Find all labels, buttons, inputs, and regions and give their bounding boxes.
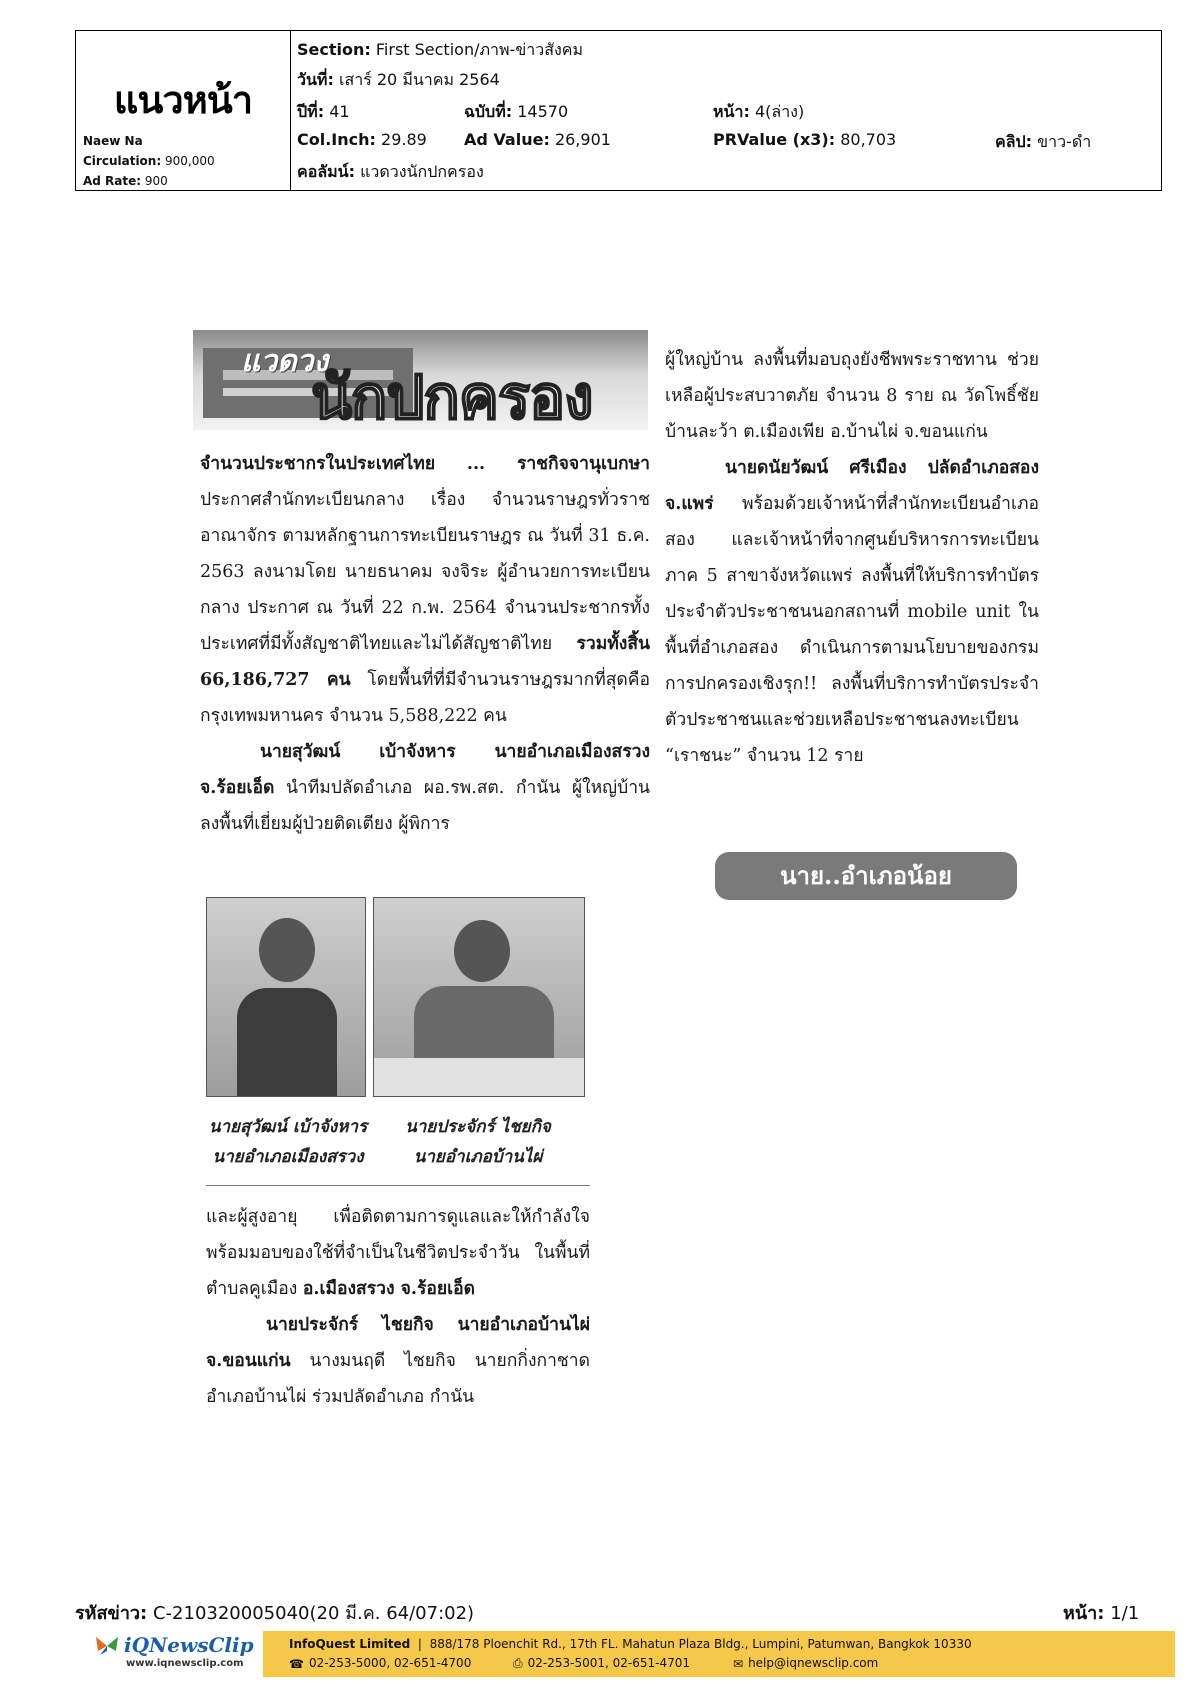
paragraph-highlight: อ.เมืองสรวง จ.ร้อยเอ็ด xyxy=(302,1279,475,1299)
author-byline: นาย..อำเภอน้อย xyxy=(715,852,1017,900)
article-column-left-lower xyxy=(206,1199,590,1415)
fax-numbers: 02-253-5001, 02-651-4701 xyxy=(527,1656,690,1670)
page-number-label: หน้า: xyxy=(1063,1603,1105,1624)
circulation-label: Circulation: xyxy=(83,154,162,168)
portrait-head xyxy=(454,920,510,982)
page-value: 4(ล่าง) xyxy=(754,102,805,121)
phone-line xyxy=(289,1656,471,1671)
clip-label: คลิป: xyxy=(995,132,1033,151)
article-paragraph xyxy=(206,1199,590,1307)
company-name: InfoQuest Limited xyxy=(289,1637,411,1651)
advalue-field xyxy=(464,130,611,149)
year-field xyxy=(297,100,350,125)
column-value: แวดวงนักปกครอง xyxy=(360,162,484,181)
caption-title: นายอำเภอบ้านไผ่ xyxy=(413,1147,543,1167)
date-row xyxy=(297,68,500,93)
paragraph-text: โดยพื้นที่ที่มีจำนวนราษฎรมากที่สุดคือ กรุงเทพมหานคร จำนวน 5,588,222 คน xyxy=(200,670,651,726)
column-banner xyxy=(193,330,648,430)
banner-big-title: นักปกครอง xyxy=(311,363,593,430)
paragraph-lead: นายประจักร์ ไชยกิจ นายอำเภอบ้านไผ่ จ.ขอนแก่น xyxy=(206,1315,590,1371)
paragraph-lead: นายดนัยวัฒน์ ศรีเมือง ปลัดอำเภอสอง จ.แพร่ xyxy=(665,458,1039,514)
paragraph-text: ประกาศสำนักทะเบียนกลาง เรื่อง จำนวนราษฎรทั่วราชอาณาจักร ตามหลักฐานการทะเบียนราษฎร ณ วันที่ 31 ธ.ค. 2563 ลงนามโดย นายธนาคม จงจิระ ผู้อำนวยการทะเบียนกลาง ประกาศ ณ วันที่ 22 ก.พ. 2564 จำนวนประชากรทั้งประเทศที่มีทั้งสัญชาติไทยและไม่ได้สัญชาติไทย xyxy=(200,490,650,654)
email-line xyxy=(733,1656,878,1671)
date-value: เสาร์ 20 มีนาคม 2564 xyxy=(338,70,500,89)
phone-numbers: 02-253-5000, 02-651-4700 xyxy=(308,1656,472,1670)
prvalue-label: PRValue (x3): xyxy=(713,130,836,149)
company-line: InfoQuest Limited | 888/178 Ploenchit Rd., 17th FL. Mahatun Plaza Bldg., Lumpini, Patumwan, Bangkok 10330 xyxy=(289,1637,972,1651)
issue-value: 14570 xyxy=(517,102,569,121)
brand-url: www.iqnewsclip.com xyxy=(126,1658,244,1669)
year-value: 41 xyxy=(329,102,350,121)
publication-name: Naew Na xyxy=(83,134,143,148)
paragraph-highlight: รวมทั้งสิ้น 66,186,727 คน xyxy=(200,634,650,690)
prvalue-value: 80,703 xyxy=(840,130,897,149)
caption-name: นายสุวัฒน์ เบ้าจังหาร xyxy=(208,1117,368,1137)
portrait-desk xyxy=(374,1058,585,1097)
clip-value: ขาว-ดำ xyxy=(1037,132,1092,151)
paragraph-text: นำทีมปลัดอำเภอ ผอ.รพ.สต. กำนัน ผู้ใหญ่บ้าน ลงพื้นที่เยี่ยมผู้ป่วยติดเตียง ผู้พิการ xyxy=(200,778,650,834)
news-code-label: รหัสข่าว: xyxy=(75,1603,148,1624)
paragraph-text: ผู้ใหญ่บ้าน ลงพื้นที่มอบถุงยังชีพพระราชทาน ช่วยเหลือผู้ประสบวาตภัย จำนวน 8 ราย ณ วัดโพธิ์ชัย บ้านละว้า ต.เมืองเพีย อ.บ้านไผ่ จ.ขอนแก่น xyxy=(665,350,1039,442)
paragraph-lead: นายสุวัฒน์ เบ้าจังหาร นายอำเภอเมืองสรวง จ.ร้อยเอ็ด xyxy=(200,742,650,798)
column-label: คอลัมน์: xyxy=(297,162,355,181)
article-paragraph xyxy=(200,734,650,842)
portrait-head xyxy=(259,918,315,982)
company-address: 888/178 Ploenchit Rd., 17th FL. Mahatun Plaza Bldg., Lumpini, Patumwan, Bangkok 10330 xyxy=(429,1637,972,1651)
ad-rate-value: 900 xyxy=(144,174,168,188)
paragraph-text: นางมนฤดี ไชยกิจ นายกกิ่งกาชาดอำเภอบ้านไผ่ ร่วมปลัดอำเภอ กำนัน xyxy=(206,1351,590,1407)
article-paragraph xyxy=(200,446,650,734)
portrait-body xyxy=(237,988,337,1097)
article-column-left xyxy=(200,446,650,842)
iqnewsclip-logo xyxy=(94,1633,254,1673)
prvalue-field xyxy=(713,130,896,149)
issue-label: ฉบับที่: xyxy=(464,102,513,121)
paragraph-text: และผู้สูงอายุ เพื่อติดตามการดูแลและให้กำลังใจ พร้อมมอบของใช้ที่จำเป็นในชีวิตประจำวัน ในพื้นที่ตำบลคูเมือง xyxy=(206,1207,590,1299)
colinch-label: Col.Inch: xyxy=(297,130,376,149)
newspaper-logo: แนวหน้า xyxy=(113,78,253,122)
paragraph-text: พร้อมด้วยเจ้าหน้าที่สำนักทะเบียนอำเภอสอง และเจ้าหน้าที่จากศูนย์บริหารการทะเบียนภาค 5 สาขาจังหวัดแพร่ ลงพื้นที่ให้บริการทำบัตรประจำตัวประชาชนนอกสถานที่ mobile unit ในพื้นที่อำเภอสอง ดำเนินการตามนโยบายของกรมการปกครองเชิงรุก!! ลงพื้นที่บริการทำบัตรประจำตัวประชาชนและช่วยเหลือประชาชนลงทะเบียน “เราชนะ” จำนวน 12 ราย xyxy=(665,494,1039,766)
page-field xyxy=(713,100,804,125)
article-paragraph xyxy=(665,450,1039,774)
fax-icon: ⎙ xyxy=(513,1656,523,1670)
year-label: ปีที่: xyxy=(297,102,325,121)
news-code-value: C-210320005040(20 มี.ค. 64/07:02) xyxy=(152,1603,475,1624)
page-label: หน้า: xyxy=(713,102,750,121)
publication-meta xyxy=(83,131,215,191)
article-paragraph xyxy=(665,342,1039,450)
caption-divider xyxy=(206,1185,590,1186)
circulation-value: 900,000 xyxy=(164,154,215,168)
fax-line xyxy=(513,1656,690,1671)
article-column-right xyxy=(665,342,1039,774)
date-label: วันที่: xyxy=(297,70,334,89)
section-label: Section: xyxy=(297,40,371,59)
brand-name: iQNewsClip xyxy=(124,1633,254,1657)
column-field xyxy=(297,160,484,185)
email-icon: ✉ xyxy=(733,1656,744,1671)
email-address: help@iqnewsclip.com xyxy=(748,1656,879,1670)
clip-header-box xyxy=(75,30,1162,191)
photo-suwat xyxy=(206,897,366,1097)
contact-bar xyxy=(263,1631,1175,1677)
advalue-value: 26,901 xyxy=(554,130,611,149)
section-row xyxy=(297,38,583,63)
caption-title: นายอำเภอเมืองสรวง xyxy=(212,1147,364,1167)
article-paragraph xyxy=(206,1307,590,1415)
clip-field xyxy=(995,130,1091,155)
caption-name: นายประจักร์ ไชยกิจ xyxy=(405,1117,551,1137)
paragraph-lead: จำนวนประชากรในประเทศไทย ... ราชกิจจานุเบกษา xyxy=(200,454,650,474)
issue-field xyxy=(464,100,568,125)
advalue-label: Ad Value: xyxy=(464,130,550,149)
colinch-field xyxy=(297,130,427,149)
page-number xyxy=(1063,1598,1139,1627)
caption-left xyxy=(193,1112,383,1172)
banner-small-title: แวดวง xyxy=(241,344,329,379)
colinch-value: 29.89 xyxy=(381,130,427,149)
caption-right xyxy=(383,1112,573,1172)
butterfly-icon xyxy=(94,1635,120,1657)
ad-rate-label: Ad Rate: xyxy=(83,174,142,188)
news-code xyxy=(75,1598,474,1627)
section-value: First Section/ภาพ-ข่าวสังคม xyxy=(375,40,584,59)
phone-icon: ☎ xyxy=(289,1656,304,1671)
photo-prajak xyxy=(373,897,585,1097)
header-divider xyxy=(290,31,291,190)
page-number-value: 1/1 xyxy=(1110,1603,1140,1624)
